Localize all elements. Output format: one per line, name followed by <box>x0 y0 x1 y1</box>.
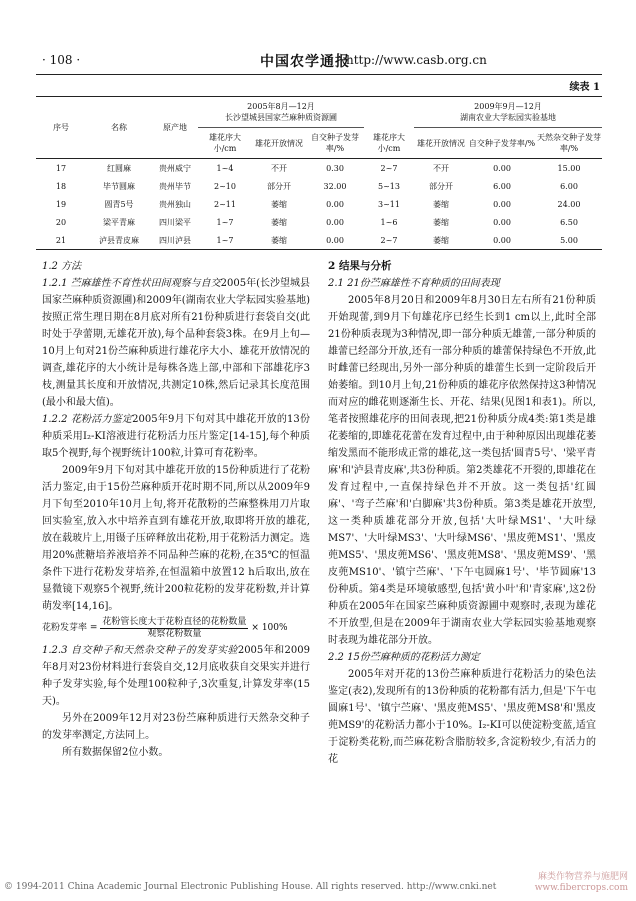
cell: 梁平青麻 <box>103 217 135 227</box>
data-table <box>36 96 602 250</box>
left-column <box>42 258 310 761</box>
cell: 0.00 <box>468 231 536 250</box>
cell: 贵州威宁 <box>159 163 191 173</box>
group-header-2009 <box>414 97 602 128</box>
watermark <box>535 872 628 894</box>
cell: 5~13 <box>378 181 400 191</box>
formula-denominator: 观察花粉数量 <box>147 629 202 639</box>
section-2-2-heading: 2.2 15份苎麻种质的花粉活力测定 <box>328 652 480 663</box>
cell: 毕节圆麻 <box>103 181 135 191</box>
cell: 泸县青皮麻 <box>86 231 152 250</box>
formula-rhs: × 100% <box>251 623 288 633</box>
cell: 1~4 <box>216 163 234 173</box>
group-2005-line2: 长沙望城县国家苎麻种质资源圃 <box>225 113 337 122</box>
col-header-name: 名称 <box>86 97 152 159</box>
cell: 萎缩 <box>414 231 468 250</box>
section-2-heading: 2 结果与分析 <box>328 260 392 272</box>
cell: 圆青5号 <box>104 199 134 209</box>
cell: 32.00 <box>323 181 347 191</box>
cell: 1~7 <box>198 231 252 250</box>
cell: 萎缩 <box>252 231 306 250</box>
cell: 0.00 <box>493 217 511 227</box>
table-row <box>36 213 602 231</box>
cell: 20 <box>55 217 67 227</box>
section-1-2-2-text: 2005年9月下旬对其中雄花开放的13份种质采用I₂-KI溶液进行花粉活力压片鉴定[14-15],每个种质取5个视野,每个视野统计100粒,计算可育花粉率。 <box>42 414 310 459</box>
sub-header: 自交种子发芽率/% <box>468 128 536 159</box>
cell: 1~6 <box>380 217 398 227</box>
col-header-index: 序号 <box>36 97 86 159</box>
section-1-2-3-para3: 所有数据保留2位小数。 <box>62 747 169 758</box>
cell: 0.00 <box>493 199 511 209</box>
sub-header: 雄花序大小/cm <box>364 128 414 159</box>
cell: 0.00 <box>306 231 364 250</box>
section-2-2-text: 2005年对开花的13份苎麻种质进行花粉活力的染色法鉴定(表2),发现所有的13份种质的花粉都有活力,但是'下午屯圆麻1号'、'镇宁苎麻'、'黑皮蔸MS5'、'黑皮蔸MS8'和'黑皮蔸MS9'的花粉活力都小于10%。I₂-KI可以使淀粉变蓝,适宜于淀粉类花粉,而苎麻花粉含脂肪较多,含淀粉较少,有活力的花 <box>328 669 596 765</box>
section-1-2-heading: 1.2 方法 <box>42 261 82 272</box>
cell: 2~10 <box>214 181 236 191</box>
cell: 四川泸县 <box>152 231 198 250</box>
cell: 2~7 <box>364 231 414 250</box>
cell: 萎缩 <box>271 199 287 209</box>
section-1-2-2-heading: 1.2.2 花粉活力鉴定 <box>42 414 133 425</box>
cell: 不开 <box>433 163 449 173</box>
sub-header: 天然杂交种子发芽率/% <box>536 128 602 159</box>
group-2009-line1: 2009年9月—12月 <box>474 102 542 111</box>
germination-formula <box>42 617 310 640</box>
cell: 萎缩 <box>271 217 287 227</box>
cell: 18 <box>55 181 67 191</box>
cell: 15.00 <box>557 163 581 173</box>
section-1-2-3-para2: 另外在2009年12月对23份苎麻种质进行天然杂交种子的发芽率测定,方法同上。 <box>42 713 310 741</box>
table-row <box>36 231 602 250</box>
cell: 萎缩 <box>433 217 449 227</box>
cell: 1~7 <box>216 217 234 227</box>
cell: 四川梁平 <box>159 217 191 227</box>
right-column <box>328 258 596 768</box>
group-2009-line2: 湖南农业大学耘园实验基地 <box>460 113 556 122</box>
cell: 红圆麻 <box>107 163 131 173</box>
cell: 24.00 <box>557 199 581 209</box>
cell: 6.00 <box>493 181 511 191</box>
cell: 6.50 <box>560 217 578 227</box>
section-1-2-1-text: 2005年(长沙望城县国家苎麻种质资源圃)和2009年(湖南农业大学耘园实验基地)按照正常生理日期在8月底对所有21份种质进行套袋自交(此时处于孕蕾期,无雄花开放),每个品种套袋3株。在9月上旬—10月上旬对21份苎麻种质进行雄花序大小、雄花开放情况的调查,雄花序的大小统计是每株各选上部,中部和下部雄花序3枝,测量其长度和开放情况,共测定10株,然后记录其长度范围(最小和最大值)。 <box>42 278 310 408</box>
cell: 0.00 <box>326 217 344 227</box>
sub-header: 雄花开放情况 <box>252 128 306 159</box>
table-row <box>36 195 602 213</box>
cell: 3~11 <box>378 199 400 209</box>
section-1-2-1-heading: 1.2.1 苎麻雄性不育性状田间观察与自交 <box>42 278 221 289</box>
cell: 贵州毕节 <box>159 181 191 191</box>
group-header-2005 <box>198 97 364 128</box>
cell: 0.00 <box>493 163 511 173</box>
table-row <box>36 159 602 178</box>
cell: 2~11 <box>214 199 236 209</box>
watermark-line2: www.fibercrops.com <box>534 883 628 893</box>
formula-lhs: 花粉发芽率 = <box>42 623 98 633</box>
group-2005-line1: 2005年8月—12月 <box>247 102 315 111</box>
cell: 部分开 <box>267 181 291 191</box>
cell: 5.00 <box>536 231 602 250</box>
cell: 2~7 <box>380 163 398 173</box>
cell: 贵州独山 <box>159 199 191 209</box>
cell: 部分开 <box>429 181 453 191</box>
header-rule <box>36 74 602 75</box>
section-2-1-text: 2005年8月20日和2009年8月30日左右所有21份种质开始现蕾,到9月下旬雄花序已经生长到1 cm以上,此时全部21份种质表现为3种情况,即一部分种质无雄蕾,一部分种质的雄蕾已经部分开放,还有一部分种质的雄蕾保持绿色不开放,此时雌蕾已经现出,另外一部分种质的雄蕾生长到一定阶段后开始萎缩。到10月上旬,21份种质的雄花序依然保持这3种情况而对应的雌花则逐渐生长、开花、结果(见图1和表1)。所以,笔者按照雄花序的田间表现,把21份种质分成4类:第1类是雄花萎缩的,即雄花花蕾在发育过程中,由于种种原因出现雄花萎缩发黑而不能形成正常的雄花,这一类包括'圆青5号'、'梁平青麻'和'泸县青皮麻',共3份种质。第2类雄花不开裂的,即雄花在发育过程中,一直保持绿色并不开放。这一类包括'红圆麻'、'弯子苎麻'和'白脚麻'共3份种质。第3类是雄花开放型,这一类种质雄花部分开放,包括'大叶绿MS1'、'大叶绿MS7'、'大叶绿MS3'、'大叶绿MS6'、'黑皮蔸MS1'、'黑皮蔸MS5'、'黑皮蔸MS6'、'黑皮蔸MS8'、'黑皮蔸MS9'、'黑皮蔸MS10'、'镇宁苎麻'、'下午屯圆麻1号'、'毕节圆麻'13份种质。第4类是环境敏感型,包括'黄小叶'和'青家麻',这2份种质在2005年在国家苎麻种质资源圃中观察时,表现为雄花不开放型,但是在2009年于湖南农业大学耘园实验基地观察时表现为雄花部分开放。 <box>328 295 596 646</box>
journal-title: 中国农学通报 <box>260 54 350 70</box>
cell: 17 <box>55 163 67 173</box>
section-1-2-2-para2: 2009年9月下旬对其中雄花开放的15份种质进行了花粉活力鉴定,由于15份苎麻种质开花时期不同,所以从2009年9月下旬至2010年10月上旬,将开花散粉的苎麻整株用刀片取回实验室,放入水中培养直到有雄花开放,取即将开放的雄花,放在载玻片上,用镊子压碎释放出花粉,用于花粉活力测定。选用20%蔗糖培养液培养不同品种苎麻的花粉,在35℃的恒温条件下进行花粉发芽培养,在恒温箱中放置12 h后取出,放在显微镜下观察5个视野,统计200粒花粉的发芽花粉数,并计算萌发率[14,16]。 <box>42 465 310 612</box>
journal-url[interactable]: http://www.casb.org.cn <box>346 53 487 67</box>
cell: 6.00 <box>560 181 578 191</box>
cell: 不开 <box>271 163 287 173</box>
col-header-origin: 原产地 <box>152 97 198 159</box>
formula-numerator: 花粉管长度大于花粉直径的花粉数量 <box>102 617 247 627</box>
section-2-1-heading: 2.1 21份苎麻雄性不育种质的田间表现 <box>328 278 500 289</box>
cell: 21 <box>36 231 86 250</box>
table-row <box>36 177 602 195</box>
sub-header: 雄花开放情况 <box>414 128 468 159</box>
page-header <box>40 51 600 71</box>
sub-header: 雄花序大小/cm <box>198 128 252 159</box>
watermark-line1: 麻类作物营养与施肥网 <box>537 872 628 882</box>
section-1-2-3-text: 2005年和2009年8月对23份材料进行套袋自交,12月底收获自交果实并进行种子发芽实验,每个处理100粒种子,3次重复,计算发芽率(15天)。 <box>42 645 310 707</box>
sub-header: 自交种子发芽率/% <box>306 128 364 159</box>
cell: 萎缩 <box>433 199 449 209</box>
cell: 0.00 <box>326 199 344 209</box>
section-1-2-3-heading: 1.2.3 自交种子和天然杂交种子的发芽实验 <box>42 645 238 656</box>
cell: 0.30 <box>326 163 344 173</box>
cell: 19 <box>55 199 67 209</box>
page-number: · 108 · <box>42 53 81 67</box>
table-continued-label: 续表 1 <box>569 82 600 93</box>
copyright-footer: © 1994-2011 China Academic Journal Electronic Publishing House. All rights reserved. http://www.cnki.net <box>4 882 497 892</box>
